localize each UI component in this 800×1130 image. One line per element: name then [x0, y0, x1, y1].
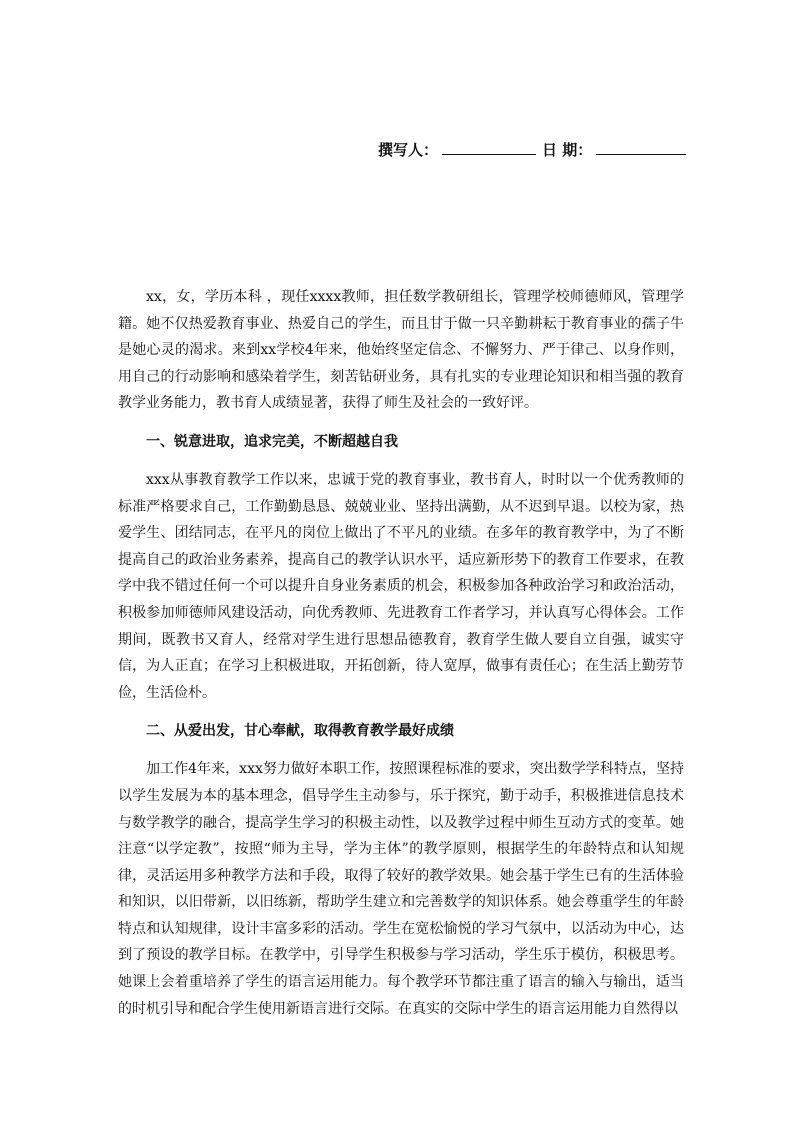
author-blank-line: [442, 138, 536, 155]
date-blank-line: [596, 138, 686, 155]
document-body: [118, 284, 684, 1022]
author-label: 撰写人：: [378, 141, 439, 159]
author-date-line: [378, 138, 688, 160]
section-heading-1: 一、锐意进取，追求完美，不断超越自我: [146, 433, 398, 450]
section-paragraph-2: 加工作4年来，xxx努力做好本职工作，按照课程标准的要求，突出数学学科特点，坚持以学生发展为本的基本理念，倡导学生主动参与，乐于探究，勤于动手，积极推进信息技术与数学教学的融合，提高学生学习的积极主动性，以及教学过程中师生互动方式的变革。她注意“以学定教”，按照“师为主导，学为主体”的教学原则，根据学生的年龄特点和认知规律，灵活运用多种教学方法和手段，取得了较好的教学效果。她会基于学生已有的生活体验和知识，以旧带新，以旧练新，帮助学生建立和完善数学的知识体系。她会尊重学生的年龄特点和认知规律，设计丰富多彩的活动。学生在宽松愉悦的学习气氛中，以活动为中心，达到了预设的教学目标。在教学中，引导学生积极参与学习活动，学生乐于模仿，积极思考。她课上会着重培养了学生的语言运用能力。每个教学环节都注重了语言的输入与输出，适当的时机引导和配合学生使用新语言进行交际。在真实的交际中学生的语言运用能力自然得以: [118, 761, 684, 1017]
section-paragraph-1: xxx从事教育教学工作以来，忠诚于党的教育事业，教书育人，时时以一个优秀教师的标准严格要求自己，工作勤勤恳恳、兢兢业业、坚持出满勤，从不迟到早退。以校为家，热爱学生、团结同志，在平凡的岗位上做出了不平凡的业绩。在多年的教育教学中，为了不断提高自己的政治业务素养，提高自己的教学认识水平，适应新形势下的教育工作要求，在教学中我不错过任何一个可以提升自身业务素质的机会，积极参加各种政治学习和政治活动，积极参加师德师风建设活动，向优秀教师、先进教育工作者学习，并认真写心得体会。工作期间，既教书又育人，经常对学生进行思想品德教育，教育学生做人要自立自强，诚实守信，为人正直；在学习上积极进取，开拓创新，待人宽厚，做事有责任心；在生活上勤劳节俭，生活俭朴。: [118, 471, 684, 701]
intro-paragraph: xx，女，学历本科 ，现任xxxx教师，担任数学教研组长，管理学校师德师风，管理学籍。她不仅热爱教育事业、热爱自己的学生，而且甘于做一只辛勤耕耘于教育事业的孺子牛是她心灵的渴求。来到xx学校4年来，他始终坚定信念、不懈努力、严于律己、以身作则，用自己的行动影响和感染着学生，刻苦钻研业务，具有扎实的专业理论知识和相当强的教育教学业务能力，教书育人成绩显著，获得了师生及社会的一致好评。: [118, 289, 684, 412]
date-label: 日 期：: [542, 141, 593, 159]
section-heading-2: 二、从爱出发，甘心奉献，取得教育教学最好成绩: [146, 723, 454, 740]
